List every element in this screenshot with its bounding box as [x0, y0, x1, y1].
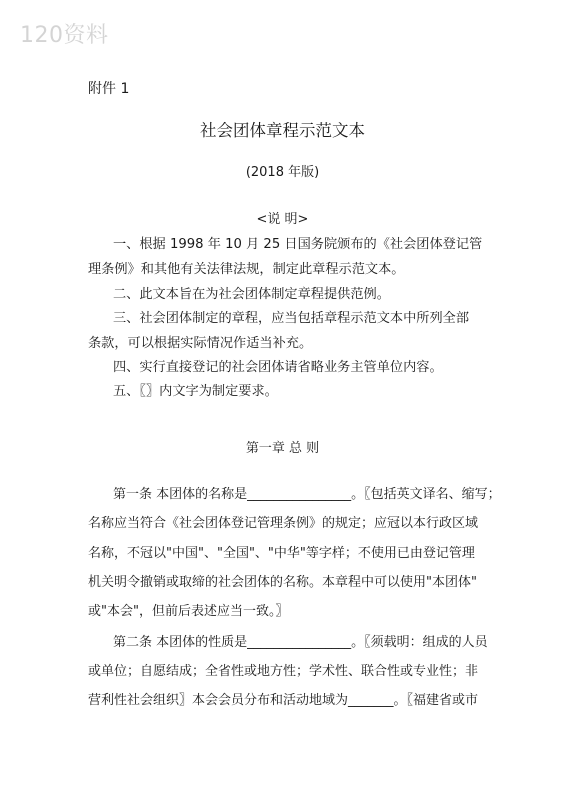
note-line: 五、〖〗内文字为制定要求。 [113, 384, 278, 399]
article-2-line: 第二条 本团体的性质是________________。〖须载明：组成的人员 [113, 635, 488, 650]
edition-label: (2018 年版) [245, 165, 320, 180]
article-1-line: 机关明令撤销或取缔的社会团体的名称。本章程中可以使用"本团体" [88, 575, 477, 590]
document-title: 社会团体章程示范文本 [200, 121, 365, 140]
article-1-line: 名称应当符合《社会团体登记管理条例》的规定；应冠以本行政区域 [88, 516, 479, 531]
note-line: 三、社会团体制定的章程，应当包括章程示范文本中所列全部 [113, 311, 470, 326]
note-line: 条款，可以根据实际情况作适当补充。 [88, 336, 313, 351]
note-line: 理条例》和其他有关法律法规，制定此章程示范文本。 [88, 262, 405, 277]
article-2-line: 营利性社会组织〗本会会员分布和活动地域为_______。〖福建省或市 [88, 693, 479, 708]
watermark-text: 120资料 [20, 23, 109, 48]
article-2-line: 或单位；自愿结成；全省性或地方性；学术性、联合性或专业性；非 [88, 664, 479, 679]
note-line: 四、实行直接登记的社会团体请省略业务主管单位内容。 [113, 360, 443, 375]
article-1-line: 或"本会"，但前后表述应当一致。〗 [88, 604, 289, 619]
article-1-line: 名称，不冠以"中国"、"全国"、"中华"等字样；不使用已由登记管理 [88, 546, 475, 561]
chapter-title: 第一章 总 则 [245, 441, 320, 456]
notice-heading: <说 明> [256, 212, 309, 227]
note-line: 二、此文本旨在为社会团体制定章程提供范例。 [113, 287, 390, 302]
note-line: 一、根据 1998 年 10 月 25 日国务院颁布的《社会团体登记管 [113, 237, 483, 252]
article-1-line: 第一条 本团体的名称是________________。〖包括英文译名、缩写； [113, 487, 501, 502]
attachment-label: 附件 1 [88, 81, 130, 97]
